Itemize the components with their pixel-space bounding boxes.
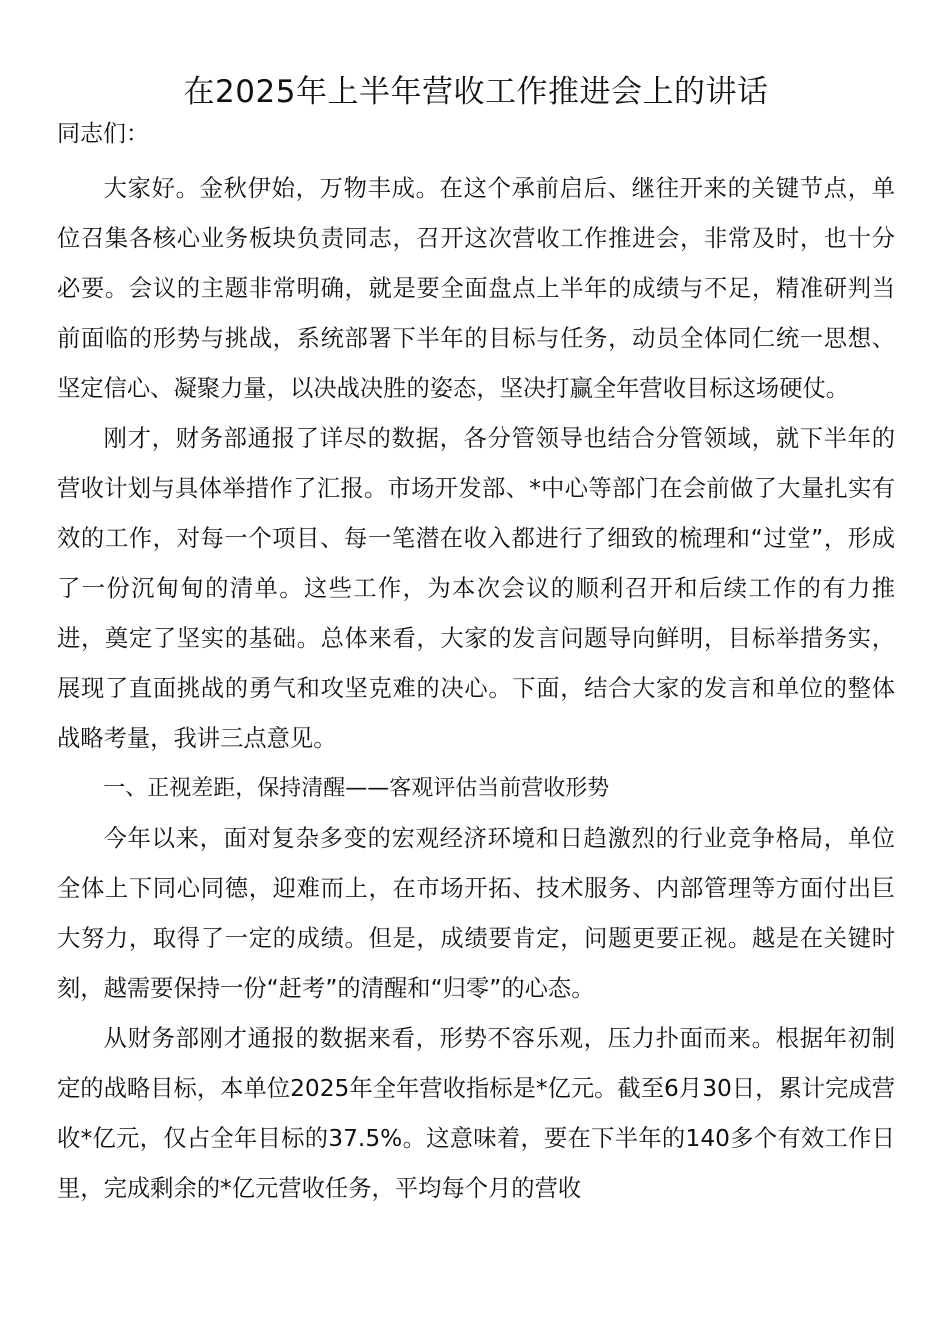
paragraph-situation: 今年以来，面对复杂多变的宏观经济环境和日趋激烈的行业竞争格局，单位全体上下同心同德，迎难而上，在市场开拓、技术服务、内部管理等方面付出巨大努力，取得了一定的成绩。但是，成绩要肯定，问题更要正视。越是在关键时刻，越需要保持一份“赶考”的清醒和“归零”的心态。 xyxy=(57,825,895,1002)
document-body xyxy=(57,68,895,1214)
paragraph-opening: 大家好。金秋伊始，万物丰成。在这个承前启后、继往开来的关键节点，单位召集各核心业务板块负责同志，召开这次营收工作推进会，非常及时，也十分必要。会议的主题非常明确，就是要全面盘点上半年的成绩与不足，精准研判当前面临的形势与挑战，系统部署下半年的目标与任务，动员全体同仁统一思想、坚定信心、凝聚力量，以决战决胜的姿态，坚决打赢全年营收目标这场硬仗。 xyxy=(57,175,895,402)
paragraph-data: 从财务部刚才通报的数据来看，形势不容乐观，压力扑面而来。根据年初制定的战略目标，本单位2025年全年营收指标是*亿元。截至6月30日，累计完成营收*亿元，仅占全年目标的37.5%。这意味着，要在下半年的140多个有效工作日里，完成剩余的*亿元营收任务，平均每个月的营收 xyxy=(57,1025,895,1202)
salutation: 同志们： xyxy=(57,121,149,147)
section-heading-1: 一、正视差距，保持清醒——客观评估当前营收形势 xyxy=(103,776,610,801)
paragraph-review: 刚才，财务部通报了详尽的数据，各分管领导也结合分管领域，就下半年的营收计划与具体举措作了汇报。市场开发部、*中心等部门在会前做了大量扎实有效的工作，对每一个项目、每一笔潜在收入都进行了细致的梳理和“过堂”，形成了一份沉甸甸的清单。这些工作，为本次会议的顺利召开和后续工作的有力推进，奠定了坚实的基础。总体来看，大家的发言问题导向鲜明，目标举措务实，展现了直面挑战的勇气和攻坚克难的决心。下面，结合大家的发言和单位的整体战略考量，我讲三点意见。 xyxy=(57,425,895,752)
document-title: 在2025年上半年营收工作推进会上的讲话 xyxy=(183,74,769,110)
